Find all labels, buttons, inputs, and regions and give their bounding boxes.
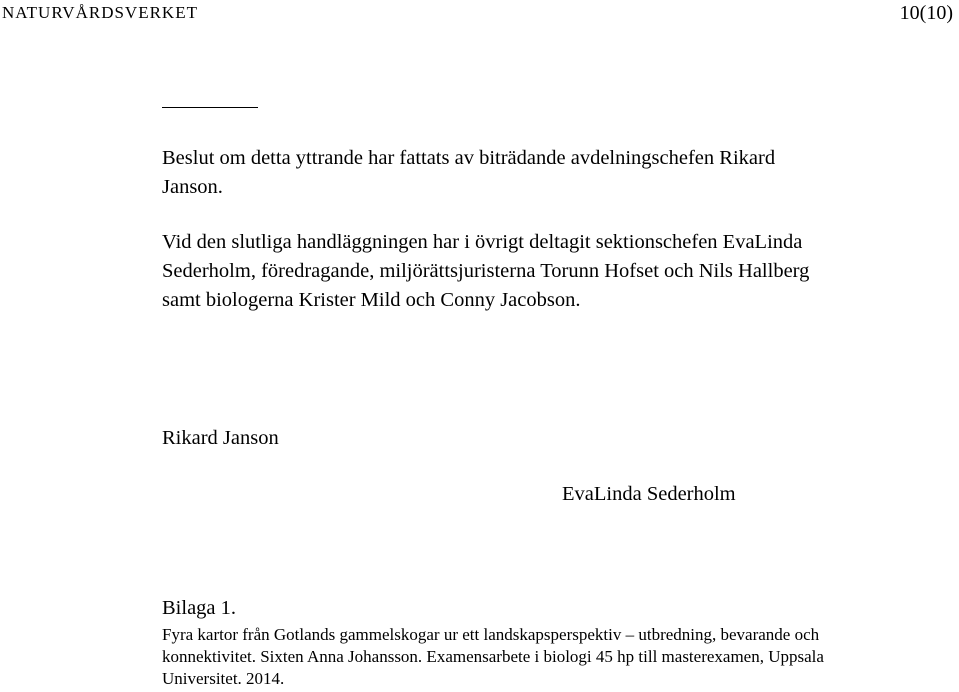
decision-paragraph: [162, 144, 932, 202]
separator-line: [162, 107, 258, 108]
participants-paragraph: [162, 228, 952, 315]
participants-line: Sederholm, föredragande, miljörättsjuristerna Torunn Hofset och Nils Hallberg: [162, 260, 810, 282]
appendix-line: Fyra kartor från Gotlands gammelskogar ur ett landskapsperspektiv – utbredning, bevarande och: [162, 625, 820, 644]
agency-header: NATURVÅRDSVERKET: [2, 3, 198, 22]
signature-rikard-janson: Rikard Janson: [162, 427, 279, 449]
page-number: 10(10): [899, 2, 953, 24]
decision-line: Janson.: [162, 176, 223, 198]
decision-line: Beslut om detta yttrande har fattats av biträdande avdelningschefen Rikard: [162, 147, 776, 169]
appendix-line: konnektivitet. Sixten Anna Johansson. Examensarbete i biologi 45 hp till masterexamen, Uppsala: [162, 647, 824, 666]
appendix-title: Bilaga 1.: [162, 597, 237, 619]
appendix-line: Universitet. 2014.: [162, 669, 285, 688]
participants-line: Vid den slutliga handläggningen har i övrigt deltagit sektionschefen EvaLinda: [162, 231, 803, 253]
participants-line: samt biologerna Krister Mild och Conny Jacobson.: [162, 289, 581, 311]
appendix-reference: [162, 624, 959, 690]
signature-evalinda-sederholm: EvaLinda Sederholm: [562, 483, 736, 505]
